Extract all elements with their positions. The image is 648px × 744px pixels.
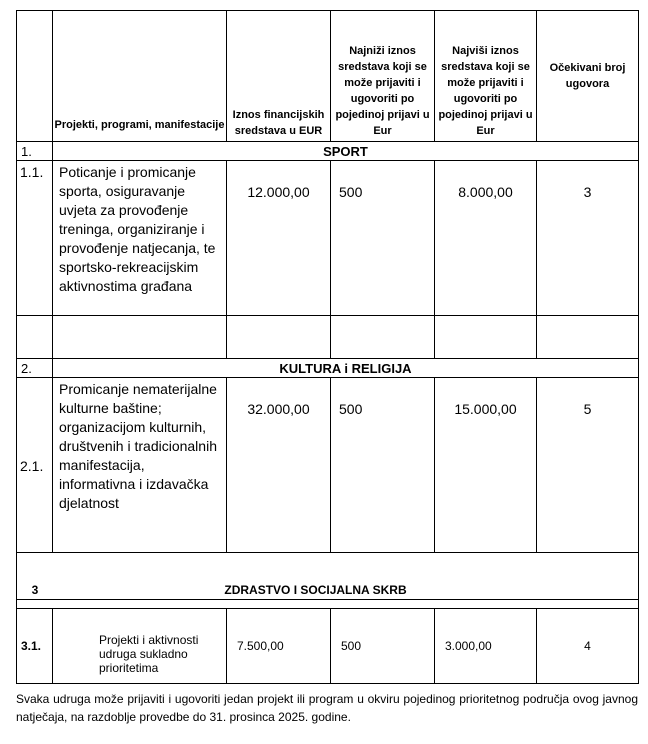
header-min: Najniži iznos sredstava koji se može prijaviti i ugovoriti po pojedinoj prijavi u Eur	[331, 11, 435, 142]
header-project: Projekti, programi, manifestacije	[53, 11, 227, 142]
table-row	[17, 161, 639, 316]
section-row	[17, 359, 639, 378]
empty-row	[17, 316, 639, 359]
row-min: 500	[331, 378, 435, 553]
row-description: Projekti i aktivnosti udruga sukladno prioritetima	[53, 609, 227, 684]
row-max: 15.000,00	[435, 378, 537, 553]
spacer-row	[17, 600, 639, 609]
section-title: KULTURA i RELIGIJA	[53, 359, 639, 378]
row-number: 1.1.	[17, 161, 53, 316]
header-num-cell	[17, 11, 53, 142]
row-min: 500	[331, 609, 435, 684]
section-number: 1.	[17, 142, 53, 161]
section-row	[17, 142, 639, 161]
table-row	[17, 609, 639, 684]
funding-table	[16, 10, 639, 684]
row-count: 4	[537, 609, 639, 684]
table-row	[17, 378, 639, 553]
header-count: Očekivani broj ugovora	[537, 11, 639, 142]
section-number: 3	[31, 583, 39, 597]
row-amount: 7.500,00	[227, 609, 331, 684]
section-title: ZDRASTVO I SOCIJALNA SKRB	[224, 583, 407, 597]
header-amount: Iznos financijskih sredstava u EUR	[227, 11, 331, 142]
row-max: 8.000,00	[435, 161, 537, 316]
row-amount: 32.000,00	[227, 378, 331, 553]
footer-note: Svaka udruga može prijaviti i ugovoriti jedan projekt ili program u okviru pojedinog prioritetnog područja ovog javnog natječaja, na razdoblje provedbe do 31. prosinca 2025. godine.	[16, 692, 638, 724]
section-number: 2.	[17, 359, 53, 378]
row-count: 3	[537, 161, 639, 316]
row-description: Promicanje nematerijalne kulturne baštine; organizacijom kulturnih, društvenih i tradicionalnih manifestacija, informativna i izdavačka djelatnost	[53, 378, 227, 553]
row-number: 2.1.	[17, 378, 53, 553]
row-min: 500	[331, 161, 435, 316]
section-title: SPORT	[53, 142, 639, 161]
row-count: 5	[537, 378, 639, 553]
row-description: Poticanje i promicanje sporta, osiguravanje uvjeta za provođenje treninga, organiziranje i provođenje natjecanja, te sportsko-rekreacijskim aktivnostima građana	[53, 161, 227, 316]
table-header-row	[17, 11, 639, 142]
row-number: 3.1.	[17, 609, 53, 684]
row-max: 3.000,00	[435, 609, 537, 684]
header-max: Najviši iznos sredstava koji se može prijaviti i ugovoriti po pojedinoj prijavi u Eur	[435, 11, 537, 142]
section-row	[17, 553, 639, 600]
row-amount: 12.000,00	[227, 161, 331, 316]
